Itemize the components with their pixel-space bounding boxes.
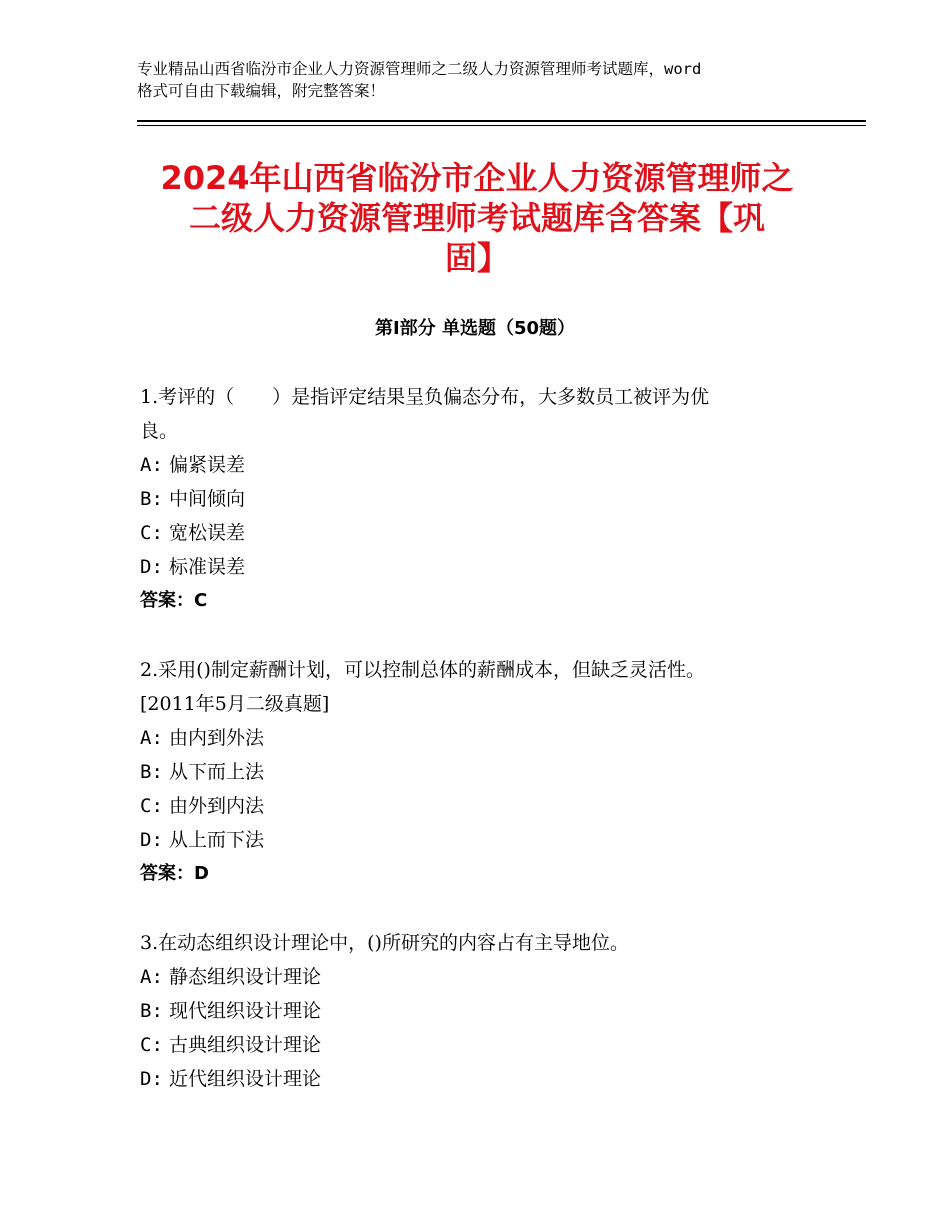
option-letter: A: (140, 966, 163, 988)
option-a (140, 721, 820, 755)
option-text: 现代组织设计理论 (168, 1000, 321, 1022)
option-c (140, 1028, 820, 1062)
option-letter: D: (140, 556, 163, 578)
option-text: 宽松误差 (168, 522, 245, 544)
header-note (137, 58, 827, 102)
question-1 (140, 380, 820, 618)
option-text: 由外到内法 (168, 795, 264, 817)
option-text: 静态组织设计理论 (168, 966, 321, 988)
option-a (140, 448, 820, 482)
option-letter: C: (140, 795, 163, 817)
question-3 (140, 926, 820, 1096)
option-b (140, 755, 820, 789)
section-title: 第Ⅰ部分 单选题（50题） (374, 318, 575, 339)
option-c (140, 789, 820, 823)
option-text: 从上而下法 (168, 829, 264, 851)
header-rule-thick (137, 120, 866, 122)
answer-line: 答案：D (140, 863, 209, 884)
option-b (140, 482, 820, 516)
question-stem: [2011年5月二级真题] (140, 693, 330, 715)
document-title-line: 2024年山西省临汾市企业人力资源管理师之 (160, 159, 794, 197)
option-letter: B: (140, 761, 163, 783)
option-letter: C: (140, 1034, 163, 1056)
question-stem: 2.采用()制定薪酬计划，可以控制总体的薪酬成本，但缺乏灵活性。 (140, 659, 705, 681)
option-text: 偏紧误差 (168, 454, 245, 476)
option-text: 从下而上法 (168, 761, 264, 783)
question-2 (140, 653, 820, 891)
option-c (140, 516, 820, 550)
option-text: 由内到外法 (168, 727, 264, 749)
header-note-line: 格式可自由下载编辑，附完整答案！ (137, 82, 386, 100)
option-b (140, 994, 820, 1028)
option-text: 标准误差 (168, 556, 245, 578)
option-letter: A: (140, 727, 163, 749)
option-d (140, 550, 820, 584)
option-letter: B: (140, 488, 163, 510)
option-letter: B: (140, 1000, 163, 1022)
option-d (140, 1062, 820, 1096)
question-stem: 良。 (140, 420, 179, 442)
answer-line: 答案：C (140, 590, 208, 611)
header-rule-thin (137, 125, 866, 126)
header-note-line: 专业精品山西省临汾市企业人力资源管理师之二级人力资源管理师考试题库，word (137, 60, 702, 78)
option-letter: D: (140, 1068, 163, 1090)
option-text: 近代组织设计理论 (168, 1068, 321, 1090)
document-title-line: 固】 (444, 239, 509, 277)
document-title-line: 二级人力资源管理师考试题库含答案【巩 (188, 199, 765, 237)
option-letter: D: (140, 829, 163, 851)
option-letter: C: (140, 522, 163, 544)
option-text: 中间倾向 (168, 488, 245, 510)
document-title (120, 158, 834, 278)
option-d (140, 823, 820, 857)
option-letter: A: (140, 454, 163, 476)
option-text: 古典组织设计理论 (168, 1034, 321, 1056)
question-stem: 1.考评的（ ）是指评定结果呈负偏态分布，大多数员工被评为优 (140, 386, 710, 408)
option-a (140, 960, 820, 994)
question-stem: 3.在动态组织设计理论中，()所研究的内容占有主导地位。 (140, 932, 629, 954)
